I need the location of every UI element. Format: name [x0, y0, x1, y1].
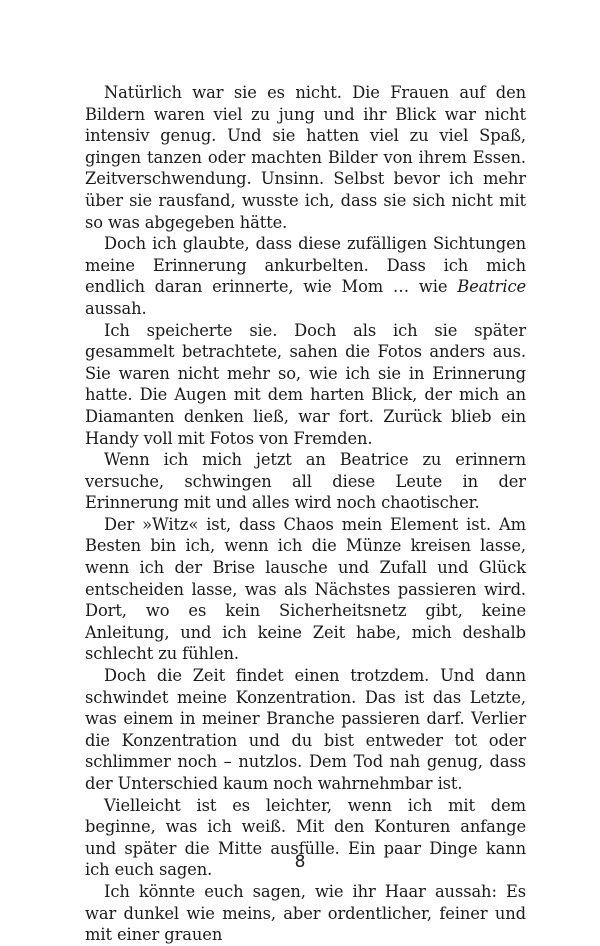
paragraph-7: Vielleicht ist es leichter, wenn ich mit dem beginne, was ich weiß. Mit den Konturen anfange und später die Mitte ausfülle. Ein paar Dinge kann ich euch sagen. [85, 795, 526, 880]
paragraph-1: Natürlich war sie es nicht. Die Frauen auf den Bildern waren viel zu jung und ihr Blick war nicht intensiv genug. Und sie hatten viel zu viel Spaß, gingen tanzen oder machten Bilder von ihrem Essen. Zeitverschwendung. Unsinn. Selbst bevor ich mehr über sie rausfand, wusste ich, dass sie sich nicht mit so was abgegeben hätte. [85, 83, 526, 232]
page-number: 8 [294, 852, 306, 872]
paragraph-2-end: aussah. [85, 298, 147, 318]
paragraph-2 [85, 233, 526, 319]
paragraph-5: Der »Witz« ist, dass Chaos mein Element ist. Am Besten bin ich, wenn ich die Münze kreisen lasse, wenn ich der Brise lausche und Zufall und Glück entscheiden lasse, was als Nächstes passieren wird. Dort, wo es kein Sicherheitsnetz gibt, keine Anleitung, und ich keine Zeit habe, mich deshalb schlecht zu fühlen. [85, 514, 526, 664]
paragraph-4: Wenn ich mich jetzt an Beatrice zu erinnern versuche, schwingen all diese Leute in der Erinnerung mit und alles wird noch chaotischer. [85, 450, 526, 513]
paragraph-6: Doch die Zeit findet einen trotzdem. Und dann schwindet meine Konzentration. Das ist das Letzte, was einem in meiner Branche passieren darf. Verlier die Konzentration und du bist entweder tot oder schlimmer noch – nutzlos. Dem Tod nah genug, dass der Unterschied kaum noch wahrnehmbar ist. [85, 666, 526, 793]
paragraph-2-emphasis: Beatrice [457, 277, 526, 297]
paragraph-8: Ich könnte euch sagen, wie ihr Haar aussah: Es war dunkel wie meins, aber ordentlicher, feiner und mit einer grauen [85, 881, 526, 945]
paragraph-2-start: Doch ich glaubte, dass diese zufälligen Sichtungen meine Erinnerung ankurbelten. Dass ich mich endlich daran erinnerte, wie Mom … wie [85, 234, 526, 297]
paragraph-3: Ich speicherte sie. Doch als ich sie später gesammelt betrachtete, sahen die Fotos anders aus. Sie waren nicht mehr so, wie ich sie in Erinnerung hatte. Die Augen mit dem harten Blick, der mich an Diamanten denken ließ, war fort. Zurück blieb ein Handy voll mit Fotos von Fremden. [85, 320, 526, 448]
page-body [85, 82, 526, 946]
